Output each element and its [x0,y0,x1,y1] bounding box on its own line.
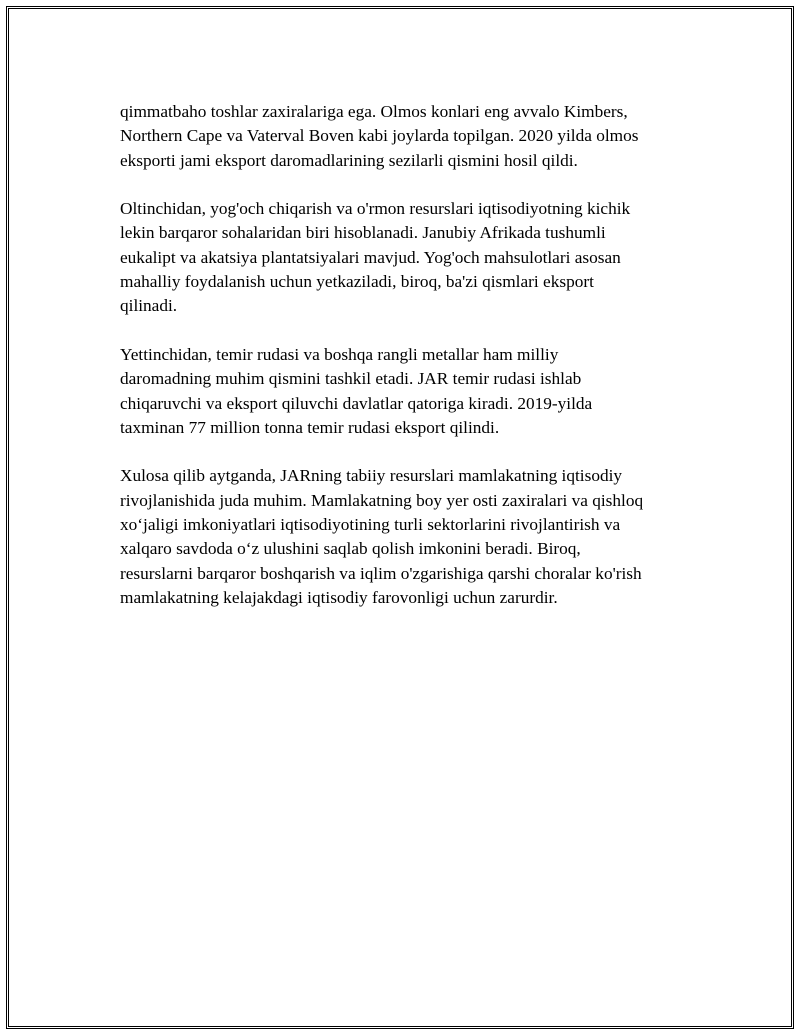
text-line: resurslarni barqaror boshqarish va iqlim o'zgarishiga qarshi choralar ko'rish [120,563,642,583]
text-line: taxminan 77 million tonna temir rudasi eksport qilindi. [120,417,500,437]
text-line: xalqaro savdoda o‘z ulushini saqlab qolish imkonini beradi. Biroq, [120,539,581,559]
paragraph-iron-ore [120,343,690,440]
text-line: chiqaruvchi va eksport qiluvchi davlatlar qatoriga kiradi. 2019-yilda [120,393,593,413]
paragraph-conclusion [120,464,690,610]
text-line: daromadning muhim qismini tashkil etadi. JAR temir rudasi ishlab [120,369,582,389]
document-body [120,100,690,635]
text-line: qimmatbaho toshlar zaxiralariga ega. Olmos konlari eng avvalo Kimbers, [120,102,628,121]
text-line: eukalipt va akatsiya plantatsiyalari mavjud. Yog'och mahsulotlari asosan [120,247,621,267]
text-line: Northern Cape va Vaterval Boven kabi joylarda topilgan. 2020 yilda olmos [120,126,639,146]
paragraph-diamonds [120,100,690,173]
text-line: mamlakatning kelajakdagi iqtisodiy farovonligi uchun zarurdir. [120,587,558,607]
text-line: Xulosa qilib aytganda, JARning tabiiy resurslari mamlakatning iqtisodiy [120,466,623,486]
paragraph-timber [120,197,690,318]
text-line: eksporti jami eksport daromadlarining sezilarli qismini hosil qildi. [120,150,578,170]
text-line: xo‘jaligi imkoniyatlari iqtisodiyotining turli sektorlarini rivojlantirish va [120,515,621,535]
text-line: Yettinchidan, temir rudasi va boshqa rangli metallar ham milliy [120,344,559,364]
text-line: mahalliy foydalanish uchun yetkaziladi, biroq, ba'zi qismlari eksport [120,272,594,292]
text-line: qilinadi. [120,296,178,316]
page-border [6,6,794,1029]
text-line: Oltinchidan, yog'och chiqarish va o'rmon resurslari iqtisodiyotning kichik [120,199,631,219]
text-line: rivojlanishida juda muhim. Mamlakatning boy yer osti zaxiralari va qishloq [120,490,644,510]
text-line: lekin barqaror sohalaridan biri hisoblanadi. Janubiy Afrikada tushumli [120,223,606,243]
